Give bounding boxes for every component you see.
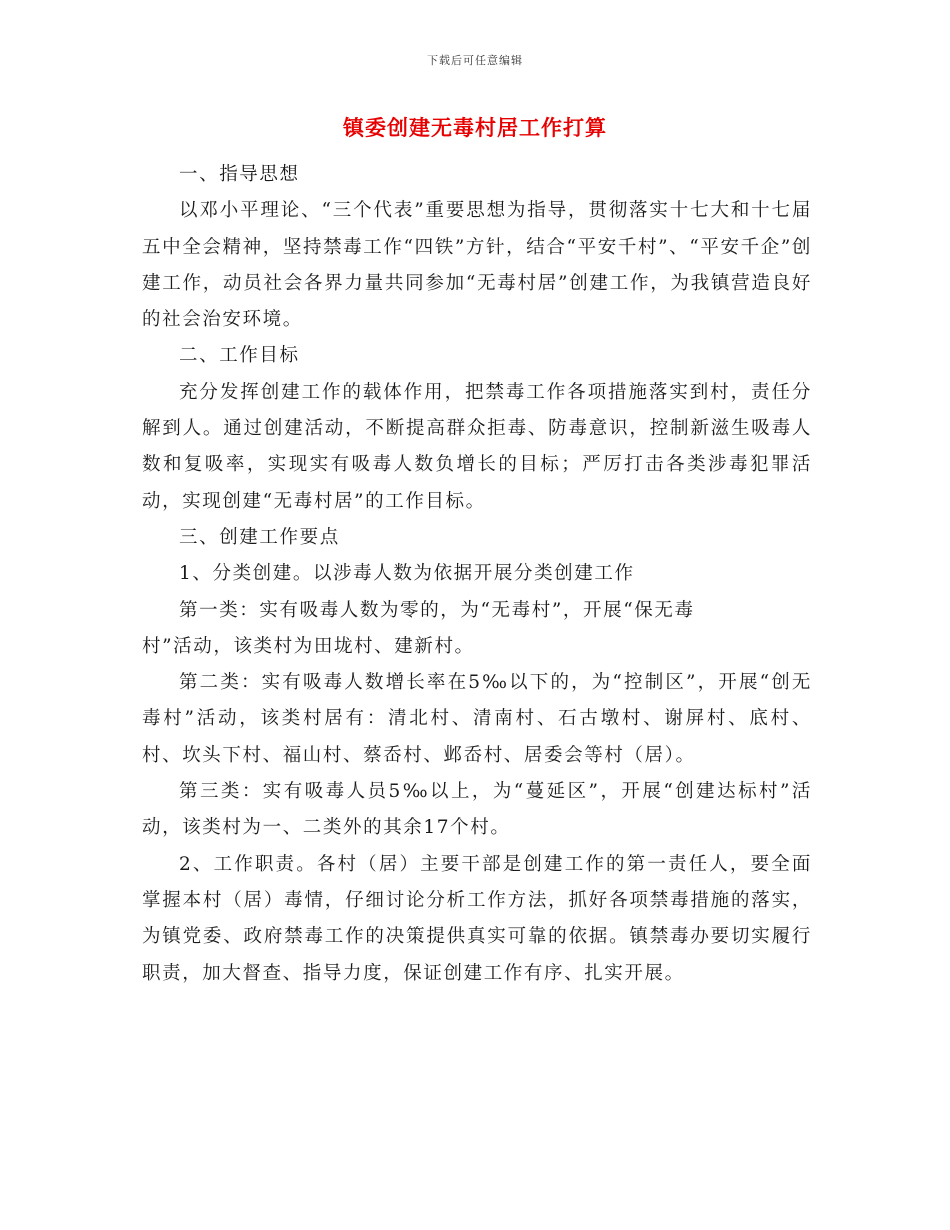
paragraph-category-one-line2: 村”活动，该类村为田垅村、建新村。 [142, 635, 475, 657]
section-heading-key-points: 三、创建工作要点 [179, 526, 340, 548]
paragraph-category-two: 第二类：实有吸毒人数增长率在5‰以下的，为“控制区”，开展“创无毒村”活动，该类村居有：清北村、清南村、石古墩村、谢屏村、底村、村、坎头下村、福山村、蔡岙村、邺岙村、居委会等村（居）。 [142, 672, 812, 766]
paragraph-category-one-line1: 第一类：实有吸毒人数为零的，为“无毒村”，开展“保无毒 [179, 599, 695, 621]
paragraph-work-duties: 2、工作职责。各村（居）主要干部是创建工作的第一责任人，要全面掌握本村（居）毒情，仔细讨论分析工作方法，抓好各项禁毒措施的落实，为镇党委、政府禁毒工作的决策提供真实可靠的依据。镇禁毒办要切实履行职责，加大督查、指导力度，保证创建工作有序、扎实开展。 [142, 853, 812, 984]
paragraph-category-three: 第三类：实有吸毒人员5‰以上，为“蔓延区”，开展“创建达标村”活动，该类村为一、二类外的其余17个村。 [142, 781, 812, 839]
document-body [142, 157, 812, 992]
paragraph-work-goals: 充分发挥创建工作的载体作用，把禁毒工作各项措施落实到村，责任分解到人。通过创建活动，不断提高群众拒毒、防毒意识，控制新滋生吸毒人数和复吸率，实现实有吸毒人数负增长的目标；严厉打击各类涉毒犯罪活动，实现创建“无毒村居”的工作目标。 [142, 381, 812, 512]
section-heading-guiding-ideology: 一、指导思想 [179, 164, 300, 185]
document-title: 镇委创建无毒村居工作打算 [343, 115, 607, 140]
page-header-note: 下载后可任意编辑 [427, 54, 523, 67]
paragraph-classified-creation: 1、分类创建。以涉毒人数为依据开展分类创建工作 [179, 563, 635, 585]
paragraph-guiding-ideology: 以邓小平理论、“三个代表”重要思想为指导，贯彻落实十七大和十七届五中全会精神，坚持禁毒工作“四铁”方针，结合“平安千村”、“平安千企”创建工作，动员社会各界力量共同参加“无毒村居”创建工作，为我镇营造良好的社会治安环境。 [142, 200, 812, 331]
section-heading-work-goals: 二、工作目标 [179, 345, 300, 367]
